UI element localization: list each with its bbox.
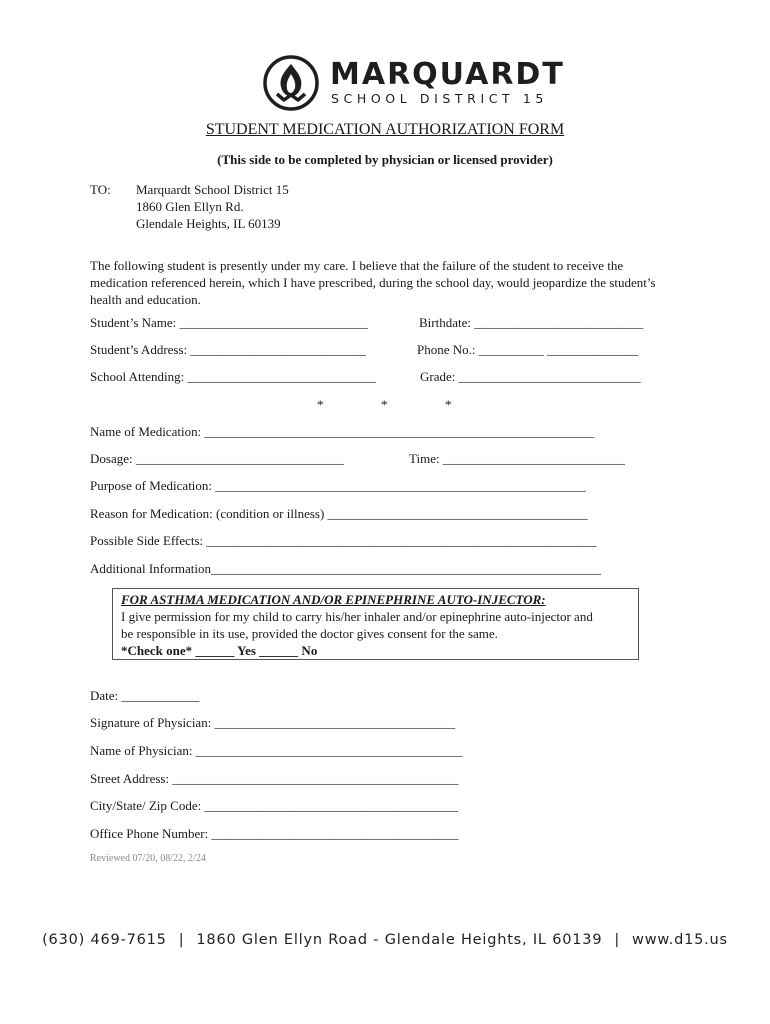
- office-phone-field[interactable]: Office Phone Number: ______________________________________: [90, 826, 459, 841]
- date-field[interactable]: Date: ____________: [90, 688, 200, 703]
- purpose-field[interactable]: Purpose of Medication: _________________________________________________________: [90, 478, 586, 493]
- school-attending-field[interactable]: School Attending: _____________________________: [90, 369, 376, 384]
- street-address-field[interactable]: Street Address: ____________________________________________: [90, 771, 459, 786]
- divider-asterisk: *: [381, 397, 388, 412]
- divider-asterisk: *: [445, 397, 452, 412]
- form-title: STUDENT MEDICATION AUTHORIZATION FORM: [205, 121, 565, 138]
- footer-phone: (630) 469-7615: [42, 932, 167, 948]
- flame-emblem-icon: [262, 54, 320, 112]
- time-field[interactable]: Time: ____________________________: [409, 451, 625, 466]
- student-name-field[interactable]: Student’s Name: _____________________________: [90, 315, 369, 330]
- physician-statement: The following student is presently under my care. I believe that the failure of the student to receive the medication referenced herein, which I have prescribed, during the school day, would jeopardize the student’s health and education.: [90, 258, 656, 307]
- phone-field[interactable]: Phone No.: __________ ______________: [417, 342, 638, 357]
- footer-separator: |: [614, 932, 621, 948]
- physician-signature-field[interactable]: Signature of Physician: _____________________________________: [90, 715, 456, 730]
- form-subtitle: (This side to be completed by physician or licensed provider): [217, 152, 553, 167]
- reviewed-dates: Reviewed 07/20, 08/22, 2/24: [90, 853, 206, 864]
- address-line: Marquardt School District 15: [136, 182, 289, 197]
- city-state-zip-field[interactable]: City/State/ Zip Code: _______________________________________: [90, 798, 458, 813]
- logo-name: MARQUARDT: [330, 57, 565, 92]
- dosage-field[interactable]: Dosage: ________________________________: [90, 451, 344, 466]
- check-one-field[interactable]: *Check one* ______ Yes ______ No: [121, 643, 318, 658]
- student-address-field[interactable]: Student’s Address: ___________________________: [90, 342, 366, 357]
- recipient-address: [136, 181, 289, 232]
- reason-field[interactable]: Reason for Medication: (condition or illness) ________________________________________: [90, 506, 588, 521]
- medication-name-field[interactable]: Name of Medication: ____________________________________________________________: [90, 424, 595, 439]
- address-line: 1860 Glen Ellyn Rd.: [136, 199, 244, 214]
- footer-separator: |: [178, 932, 185, 948]
- asthma-permission-line: I give permission for my child to carry his/her inhaler and/or epinephrine auto-injector and: [121, 609, 593, 624]
- side-effects-field[interactable]: Possible Side Effects: ____________________________________________________________: [90, 533, 597, 548]
- physician-name-field[interactable]: Name of Physician: _________________________________________: [90, 743, 463, 758]
- asthma-permission-box: [112, 588, 639, 660]
- logo-subtitle: SCHOOL DISTRICT 15: [331, 91, 548, 106]
- to-label: TO:: [90, 182, 111, 197]
- asthma-heading: FOR ASTHMA MEDICATION AND/OR EPINEPHRINE AUTO-INJECTOR:: [121, 592, 546, 607]
- address-line: Glendale Heights, IL 60139: [136, 216, 281, 231]
- footer-address: 1860 Glen Ellyn Road - Glendale Heights, IL 60139: [196, 932, 603, 948]
- footer-website[interactable]: www.d15.us: [632, 932, 728, 948]
- additional-info-field[interactable]: Additional Information____________________________________________________________: [90, 561, 601, 576]
- divider-asterisk: *: [317, 397, 324, 412]
- footer-contact: [0, 932, 770, 948]
- grade-field[interactable]: Grade: ____________________________: [420, 369, 641, 384]
- birthdate-field[interactable]: Birthdate: __________________________: [419, 315, 644, 330]
- asthma-permission-line: be responsible in its use, provided the doctor gives consent for the same.: [121, 626, 498, 641]
